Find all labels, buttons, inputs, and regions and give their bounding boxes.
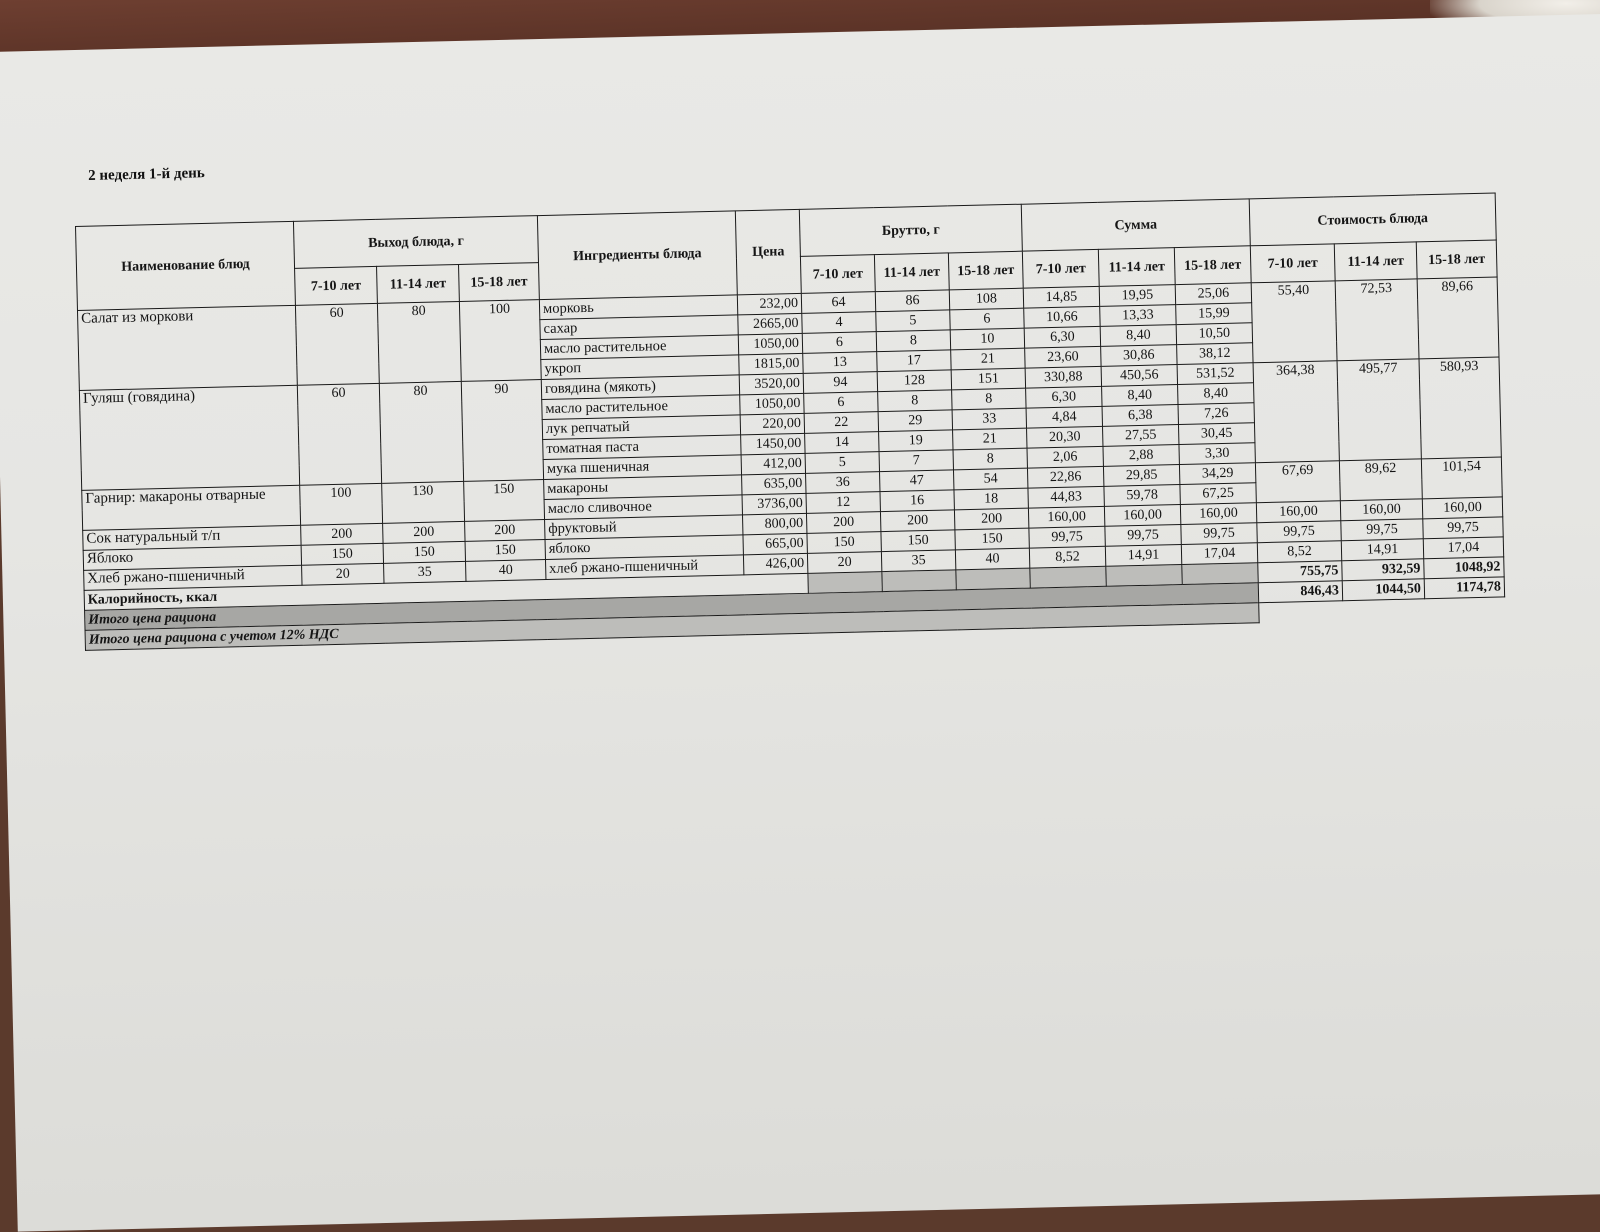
total-label: Итого цена рациона: [85, 583, 1259, 631]
page-title: 2 неделя 1-й день: [88, 165, 205, 184]
brutto-value: 40: [955, 548, 1029, 570]
dish-cost: 99,75: [1423, 517, 1503, 539]
blank-cell: [882, 570, 956, 592]
brutto-value: 54: [953, 468, 1027, 490]
dish-cost: 14,91: [1341, 539, 1423, 561]
brutto-value: 22: [804, 412, 878, 434]
brutto-value: 86: [875, 290, 949, 312]
ingredient-name: масло растительное: [540, 335, 738, 360]
brutto-value: 21: [951, 348, 1025, 370]
menu-table-wrapper: [75, 193, 1506, 651]
total-vat-price: 1174,78: [1424, 577, 1504, 599]
brutto-value: 64: [801, 292, 875, 314]
total-price: 1048,92: [1424, 557, 1504, 579]
dish-yield: 150: [465, 540, 545, 562]
ingredient-price: 1050,00: [740, 393, 804, 415]
brutto-value: 13: [803, 352, 877, 374]
dish-cost: 67,69: [1255, 461, 1340, 503]
ingredient-name: яблоко: [545, 535, 743, 560]
ingredient-price: 2665,00: [738, 313, 802, 335]
sum-value: 2,06: [1027, 446, 1103, 468]
sum-value: 29,85: [1103, 465, 1179, 487]
ingredient-name: сахар: [540, 315, 738, 340]
sum-value: 15,99: [1176, 303, 1252, 325]
dish-name: Гуляш (говядина): [79, 385, 299, 490]
blank-cell: [1343, 599, 1425, 621]
brutto-value: 108: [949, 288, 1023, 310]
brutto-value: 8: [876, 330, 950, 352]
brutto-value: 47: [880, 470, 954, 492]
sum-value: 30,86: [1101, 345, 1177, 367]
dish-yield: 200: [383, 521, 465, 543]
dish-cost: 160,00: [1340, 499, 1422, 521]
brutto-value: 7: [879, 450, 953, 472]
sum-value: 8,40: [1100, 325, 1176, 347]
total-price: 932,59: [1342, 559, 1424, 581]
sum-value: 99,75: [1181, 523, 1257, 545]
brutto-value: 5: [876, 310, 950, 332]
ingredient-price: 3520,00: [739, 373, 803, 395]
dish-cost: 99,75: [1341, 519, 1423, 541]
ingredient-name: говядина (мякоть): [541, 375, 739, 400]
brutto-value: 8: [878, 390, 952, 412]
sum-value: 30,45: [1178, 423, 1254, 445]
sum-value: 330,88: [1025, 366, 1101, 388]
ingredient-name: хлеб ржано-пшеничный: [545, 555, 743, 580]
total-vat-price: 846,43: [1258, 581, 1342, 603]
brutto-value: 33: [952, 408, 1026, 430]
dish-yield: 150: [464, 480, 545, 522]
ingredient-price: 635,00: [742, 473, 806, 495]
header-age: 11-14 лет: [1334, 242, 1417, 281]
sum-value: 13,33: [1100, 305, 1176, 327]
ingredient-price: 800,00: [742, 513, 806, 535]
brutto-value: 19: [879, 430, 953, 452]
sum-value: 7,26: [1178, 403, 1254, 425]
dish-name: Хлеб ржано-пшеничный: [84, 565, 302, 590]
dish-cost: 101,54: [1421, 457, 1502, 499]
brutto-value: 21: [953, 428, 1027, 450]
dish-yield: 90: [461, 380, 543, 482]
sum-value: 23,60: [1025, 346, 1101, 368]
dish-yield: 40: [466, 560, 546, 582]
header-age: 11-14 лет: [377, 264, 460, 303]
blank-cell: [1425, 597, 1505, 619]
dish-yield: 150: [301, 543, 383, 565]
blank-cell: [1106, 565, 1182, 587]
dish-name: Салат из моркови: [77, 305, 297, 390]
dish-yield: 35: [384, 561, 466, 583]
sum-value: 6,30: [1026, 386, 1102, 408]
sum-value: 6,30: [1024, 326, 1100, 348]
header-yield: Выход блюда, г: [293, 216, 538, 269]
sum-value: 99,75: [1105, 525, 1181, 547]
brutto-value: 8: [952, 388, 1026, 410]
sum-value: 34,29: [1179, 463, 1255, 485]
ingredient-name: морковь: [539, 295, 737, 320]
header-age: 7-10 лет: [800, 255, 875, 294]
blank-cell: [956, 568, 1030, 590]
header-age: 15-18 лет: [948, 251, 1023, 290]
ingredient-price: 3736,00: [742, 493, 806, 515]
ingredient-price: 665,00: [743, 533, 807, 555]
brutto-value: 10: [950, 328, 1024, 350]
total-vat-price: 1044,50: [1342, 579, 1424, 601]
brutto-value: 16: [880, 490, 954, 512]
dish-yield: 200: [301, 523, 383, 545]
dish-cost: 580,93: [1419, 357, 1501, 459]
header-age: 7-10 лет: [1022, 249, 1099, 288]
sum-value: 19,95: [1099, 285, 1175, 307]
brutto-value: 18: [954, 488, 1028, 510]
brutto-value: 12: [806, 492, 880, 514]
header-age: 15-18 лет: [1174, 246, 1251, 285]
sum-value: 160,00: [1028, 506, 1104, 528]
ingredient-name: масло сливочное: [544, 495, 742, 520]
sum-value: 2,88: [1103, 445, 1179, 467]
brutto-value: 151: [951, 368, 1025, 390]
ingredient-name: фруктовый: [545, 515, 743, 540]
sum-value: 450,56: [1101, 365, 1177, 387]
dish-cost: 495,77: [1337, 359, 1421, 461]
header-age: 15-18 лет: [459, 263, 540, 302]
sum-value: 8,52: [1029, 546, 1105, 568]
dish-yield: 130: [382, 481, 465, 523]
header-age: 7-10 лет: [295, 266, 378, 305]
brutto-value: 29: [878, 410, 952, 432]
sum-value: 20,30: [1027, 426, 1103, 448]
sum-value: 531,52: [1177, 363, 1253, 385]
ingredient-price: 1050,00: [738, 333, 802, 355]
brutto-value: 35: [881, 550, 955, 572]
ingredient-name: укроп: [541, 355, 739, 380]
dish-yield: 100: [300, 483, 383, 525]
sum-value: 160,00: [1104, 505, 1180, 527]
dish-cost: 160,00: [1256, 501, 1340, 523]
dish-name: Сок натуральный т/п: [83, 525, 301, 550]
sum-value: 14,91: [1105, 545, 1181, 567]
dish-cost: 72,53: [1335, 279, 1419, 361]
dish-cost: 99,75: [1257, 521, 1341, 543]
brutto-value: 14: [805, 432, 879, 454]
calories-label: Калорийность, ккал: [84, 573, 808, 610]
sum-value: 17,04: [1181, 543, 1257, 565]
ingredient-name: масло растительное: [542, 395, 740, 420]
brutto-value: 128: [877, 370, 951, 392]
sum-value: 8,40: [1102, 385, 1178, 407]
sum-value: 67,25: [1180, 483, 1256, 505]
dish-yield: 80: [377, 301, 461, 383]
ingredient-price: 1815,00: [739, 353, 803, 375]
brutto-value: 150: [881, 530, 955, 552]
dish-cost: 160,00: [1422, 497, 1502, 519]
header-cost: Стоимость блюда: [1249, 193, 1496, 246]
total-price: 755,75: [1258, 561, 1342, 583]
brutto-value: 4: [802, 312, 876, 334]
blank-cell: [808, 572, 882, 594]
ingredient-name: томатная паста: [543, 435, 741, 460]
brutto-value: 5: [805, 452, 879, 474]
dish-yield: 200: [465, 520, 545, 542]
header-age: 15-18 лет: [1416, 240, 1497, 279]
brutto-value: 17: [877, 350, 951, 372]
sum-value: 38,12: [1177, 343, 1253, 365]
brutto-value: 6: [802, 332, 876, 354]
sum-value: 14,85: [1023, 286, 1099, 308]
brutto-value: 8: [953, 448, 1027, 470]
dish-cost: 364,38: [1253, 361, 1339, 463]
sum-value: 99,75: [1029, 526, 1105, 548]
dish-cost: 8,52: [1257, 541, 1341, 563]
dish-cost: 89,66: [1417, 277, 1499, 359]
blank-cell: [1182, 563, 1258, 585]
sum-value: 4,84: [1026, 406, 1102, 428]
ingredient-price: 220,00: [740, 413, 804, 435]
header-brutto: Брутто, г: [799, 204, 1022, 256]
dish-yield: 100: [459, 300, 541, 382]
ingredient-name: мука пшеничная: [543, 455, 741, 480]
brutto-value: 20: [807, 552, 881, 574]
total-vat-label: Итого цена рациона с учетом 12% НДС: [85, 603, 1259, 651]
sum-value: 27,55: [1103, 425, 1179, 447]
header-age: 11-14 лет: [1098, 248, 1175, 287]
dish-name: Яблоко: [83, 545, 301, 570]
sum-value: 6,38: [1102, 405, 1178, 427]
sum-value: 3,30: [1179, 443, 1255, 465]
header-age: 7-10 лет: [1250, 244, 1335, 283]
sum-value: 25,06: [1175, 283, 1251, 305]
brutto-value: 200: [880, 510, 954, 532]
ingredient-price: 426,00: [743, 553, 807, 575]
dish-yield: 80: [379, 381, 463, 483]
dish-yield: 60: [297, 383, 381, 485]
dish-cost: 17,04: [1423, 537, 1503, 559]
dish-cost: 55,40: [1251, 281, 1337, 363]
brutto-value: 6: [804, 392, 878, 414]
dish-name: Гарнир: макароны отварные: [82, 485, 301, 530]
brutto-value: 150: [807, 532, 881, 554]
dish-yield: 20: [302, 563, 384, 585]
ingredient-price: 1450,00: [741, 433, 805, 455]
ingredient-name: макароны: [544, 475, 742, 500]
sum-value: 160,00: [1180, 503, 1256, 525]
header-ingredients: Ингредиенты блюда: [537, 211, 737, 300]
brutto-value: 36: [806, 472, 880, 494]
header-price: Цена: [735, 209, 801, 294]
sum-value: 22,86: [1027, 466, 1103, 488]
ingredient-name: лук репчатый: [542, 415, 740, 440]
brutto-value: 200: [954, 508, 1028, 530]
ingredient-price: 232,00: [737, 293, 801, 315]
brutto-value: 6: [950, 308, 1024, 330]
dish-yield: 150: [383, 541, 465, 563]
brutto-value: 94: [803, 372, 877, 394]
header-sum: Сумма: [1021, 199, 1250, 251]
sum-value: 44,83: [1028, 486, 1104, 508]
blank-cell: [1259, 601, 1343, 623]
blank-cell: [1030, 566, 1106, 588]
brutto-value: 200: [806, 512, 880, 534]
sum-value: 10,50: [1176, 323, 1252, 345]
ingredient-price: 412,00: [741, 453, 805, 475]
header-dish-name: Наименование блюд: [76, 221, 296, 310]
sum-value: 10,66: [1024, 306, 1100, 328]
dish-cost: 89,62: [1339, 459, 1422, 501]
sum-value: 8,40: [1178, 383, 1254, 405]
header-age: 11-14 лет: [874, 253, 949, 292]
dish-yield: 60: [295, 303, 379, 385]
menu-table: [75, 193, 1506, 651]
brutto-value: 150: [955, 528, 1029, 550]
sum-value: 59,78: [1104, 485, 1180, 507]
